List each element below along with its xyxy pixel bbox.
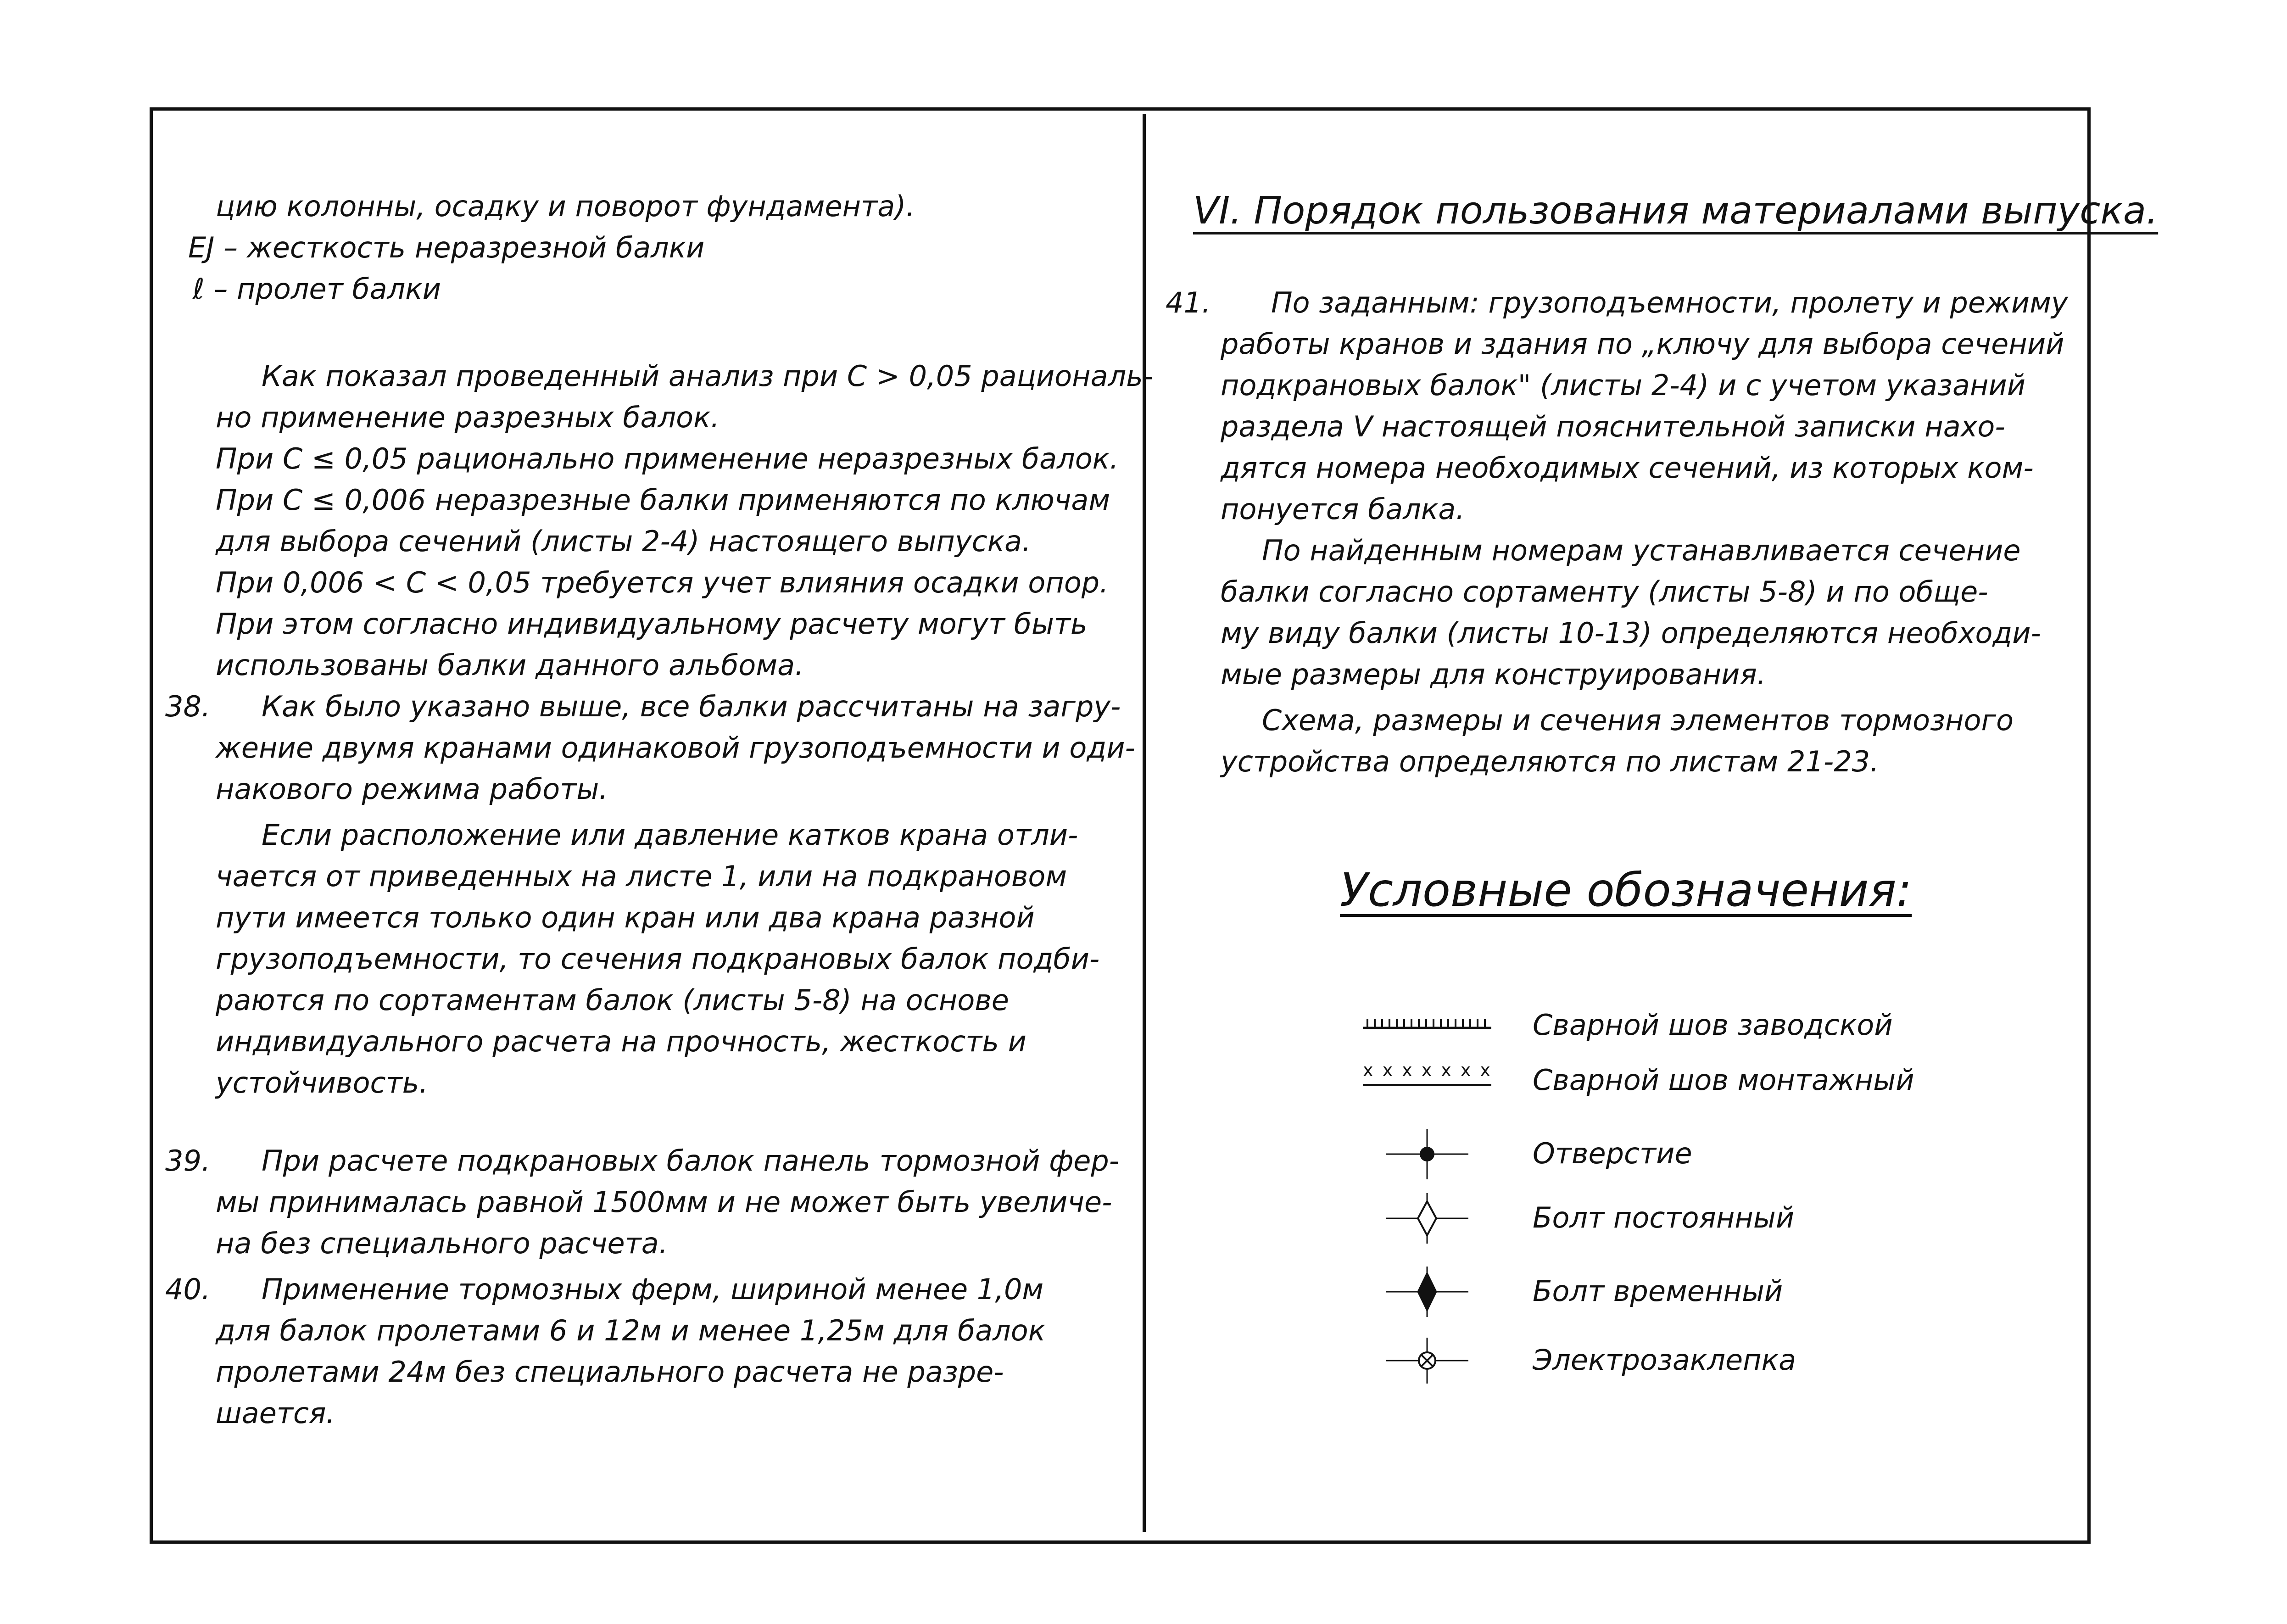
text-line: При C ≤ 0,006 неразрезные балки применяются по ключам [216, 483, 1110, 517]
hole-icon [1358, 1129, 1496, 1179]
text-line: грузоподъемности, то сечения подкрановых балок подби- [216, 942, 1100, 976]
text-line: для балок пролетами 6 и 12м и менее 1,25м для балок [216, 1314, 1046, 1347]
legend-item-electric-rivet [1358, 1335, 1955, 1386]
item-number: 41. [1166, 286, 1211, 319]
text-line: Как показал проведенный анализ при C > 0,05 рациональ- [262, 359, 1154, 393]
text-line: При этом согласно индивидуальному расчету могут быть [216, 607, 1088, 641]
text-line: При C ≤ 0,05 рационально применение неразрезных балок. [216, 442, 1119, 475]
text-line: устойчивость. [216, 1066, 428, 1099]
legend-label: Сварной шов заводской [1533, 1008, 1893, 1042]
text-line: Применение тормозных ферм, шириной менее 1,0м [262, 1272, 1044, 1306]
legend-title: Условные обозначения: [1340, 863, 1912, 917]
legend-label: Сварной шов монтажный [1533, 1063, 1914, 1097]
text-line: При расчете подкрановых балок панель тормозной фер- [262, 1144, 1120, 1178]
text-line: По заданным: грузоподъемности, пролету и режиму [1271, 286, 2068, 319]
field-weld-line [1363, 1084, 1491, 1086]
text-line: ℓ – пролет балки [193, 272, 441, 306]
text-line: Если расположение или давление катков крана отли- [262, 818, 1078, 852]
legend-label: Болт временный [1533, 1274, 1783, 1308]
text-line: жение двумя кранами одинаковой грузоподъемности и оди- [216, 731, 1135, 765]
item-number: 39. [165, 1144, 211, 1178]
item-number: 38. [165, 690, 211, 723]
temporary-bolt-icon [1358, 1267, 1496, 1317]
legend-item-hole [1358, 1129, 1955, 1179]
text-line: цию колонны, осадку и поворот фундамента). [216, 190, 915, 223]
legend-label: Отверстие [1533, 1137, 1692, 1170]
permanent-bolt-icon [1358, 1193, 1496, 1244]
legend-label: Электрозаклепка [1533, 1343, 1796, 1377]
text-line: мые размеры для конструирования. [1221, 658, 1766, 691]
text-line: раздела V настоящей пояснительной записки нахо- [1221, 410, 2005, 443]
field-weld-icon [1358, 1055, 1496, 1106]
item-number: 40. [165, 1272, 211, 1306]
legend-item-field-weld [1358, 1055, 1955, 1106]
text-line: раются по сортаментам балок (листы 5-8) на основе [216, 983, 1009, 1017]
text-line: мы принималась равной 1500мм и не может быть увеличе- [216, 1185, 1112, 1219]
text-line: При 0,006 < C < 0,05 требуется учет влияния осадки опор. [216, 566, 1109, 599]
electric-rivet-icon [1358, 1335, 1496, 1386]
field-weld-marks: x x x x x x x [1363, 1060, 1492, 1080]
text-line: балки согласно сортаменту (листы 5-8) и по обще- [1221, 575, 1988, 608]
text-line: Как было указано выше, все балки рассчитаны на загру- [262, 690, 1121, 723]
legend-label: Болт постоянный [1533, 1201, 1795, 1234]
text-line: устройства определяются по листам 21-23. [1221, 745, 1879, 778]
text-line: чается от приведенных на листе 1, или на подкрановом [216, 859, 1067, 893]
text-line: EJ – жесткость неразрезной балки [188, 231, 705, 264]
shop-weld-icon [1358, 1000, 1496, 1051]
legend-item-permanent-bolt [1358, 1193, 1955, 1244]
text-line: подкрановых балок" (листы 2-4) и с учетом указаний [1221, 368, 2026, 402]
text-line: индивидуального расчета на прочность, жесткость и [216, 1025, 1026, 1058]
text-line: шается. [216, 1396, 335, 1430]
heading-numeral: VI [1193, 189, 1230, 233]
heading-text: . Порядок пользования материалами выпуска. [1230, 189, 2159, 233]
text-line: пути имеется только один кран или два крана разной [216, 901, 1035, 934]
text-line: му виду балки (листы 10-13) определяются необходи- [1221, 616, 2041, 650]
text-line: использованы балки данного альбома. [216, 648, 804, 682]
text-line: По найденным номерам устанавливается сечение [1262, 534, 2021, 567]
text-line: работы кранов и здания по „ключу для выбора сечений [1221, 327, 2064, 361]
legend-item-temporary-bolt [1358, 1267, 1955, 1317]
text-line: на без специального расчета. [216, 1227, 668, 1260]
legend-item-shop-weld [1358, 1000, 1955, 1051]
text-line: дятся номера необходимых сечений, из которых ком- [1221, 451, 2034, 485]
text-line: для выбора сечений (листы 2-4) настоящего выпуска. [216, 525, 1031, 558]
text-line: накового режима работы. [216, 772, 608, 806]
text-line: пролетами 24м без специального расчета не разре- [216, 1355, 1004, 1389]
text-line: Схема, размеры и сечения элементов тормозного [1262, 703, 2014, 737]
column-divider [1143, 114, 1146, 1532]
text-line: понуется балка. [1221, 492, 1465, 526]
section-heading [1193, 188, 2158, 234]
text-line: но применение разрезных балок. [216, 401, 720, 434]
